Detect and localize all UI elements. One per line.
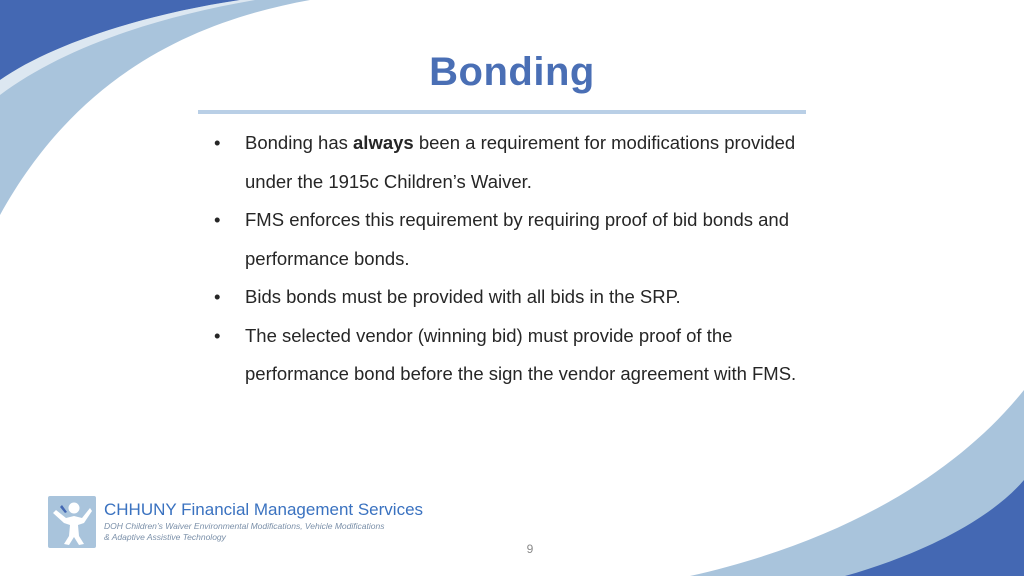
bullet-dot: • xyxy=(214,132,221,153)
bullet-item xyxy=(210,278,810,317)
bullet-text: Bids bonds must be provided with all bids in the SRP. xyxy=(245,286,681,307)
bullet-dot: • xyxy=(214,286,221,307)
bullet-list xyxy=(210,124,810,394)
title-underline xyxy=(198,110,806,114)
org-subtitle-line1: DOH Children’s Waiver Environmental Modifications, Vehicle Modifications xyxy=(104,521,385,531)
person-figure-icon xyxy=(48,496,96,548)
bullet-text-lead: Bonding has xyxy=(245,132,354,153)
page-title: Bonding xyxy=(429,50,595,94)
page-number: 9 xyxy=(526,542,534,556)
bullet-text-emphasis: always xyxy=(353,132,414,153)
bullet-dot: • xyxy=(214,209,221,230)
bullet-item xyxy=(210,317,810,394)
org-subtitle xyxy=(104,521,384,543)
bullet-text-tail: been a requirement for modifications provided under the 1915c Children’s Waiver. xyxy=(245,132,796,192)
bullet-text: The selected vendor (winning bid) must provide proof of the performance bond before the sign the vendor agreement with FMS. xyxy=(245,324,797,384)
org-name: CHHUNY Financial Management Services xyxy=(104,500,424,519)
bullet-item xyxy=(210,124,810,201)
bullet-item xyxy=(210,201,810,278)
bullet-dot: • xyxy=(214,324,221,346)
org-subtitle-line2: & Adaptive Assistive Technology xyxy=(104,532,226,542)
bullet-text: FMS enforces this requirement by requiring proof of bid bonds and performance bonds. xyxy=(245,209,789,269)
